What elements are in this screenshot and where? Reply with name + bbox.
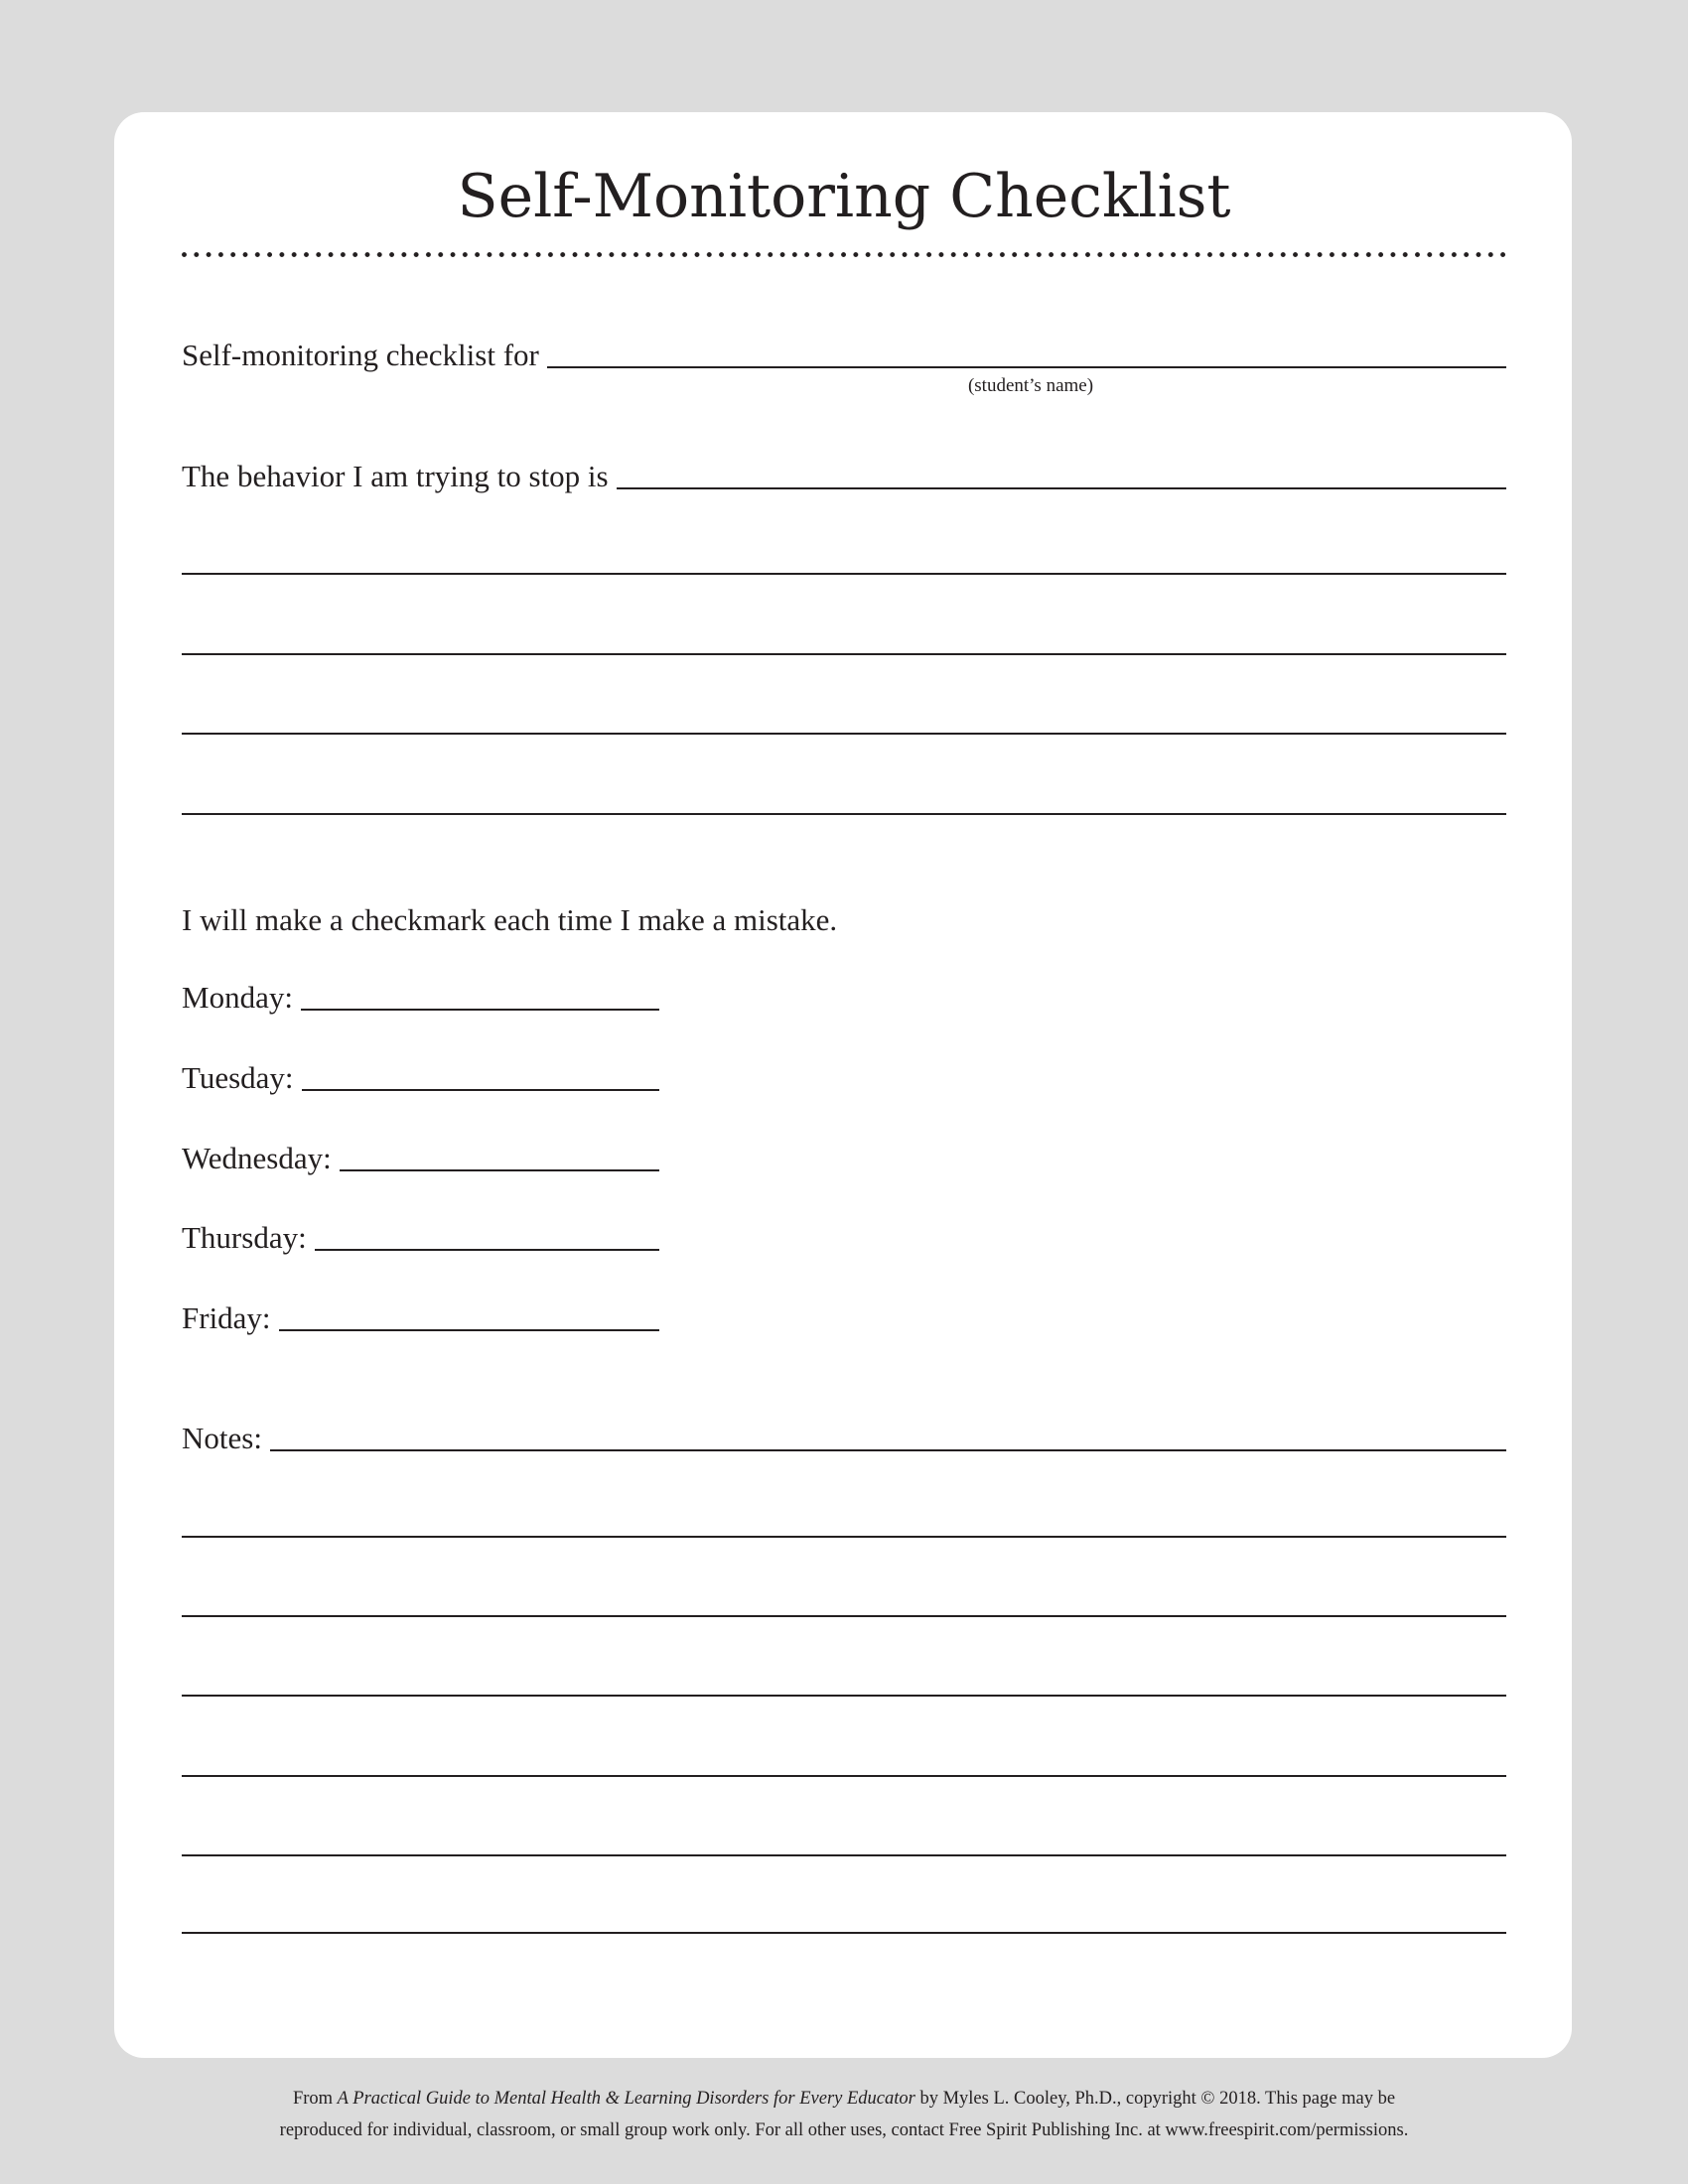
notes-line-4[interactable] (182, 1695, 1506, 1697)
behavior-label: The behavior I am trying to stop is (182, 459, 609, 493)
footer-suffix: by Myles L. Cooley, Ph.D., copyright © 2018. This page may be (914, 2089, 1396, 2109)
behavior-line-3[interactable] (182, 653, 1506, 655)
day-row-monday (182, 978, 659, 1020)
notes-row (182, 1419, 1506, 1460)
behavior-line-5[interactable] (182, 813, 1506, 815)
footer-line-1 (0, 2083, 1688, 2115)
day-row-thursday (182, 1218, 659, 1260)
day-row-friday (182, 1298, 659, 1340)
day-label-friday: Friday: (182, 1300, 271, 1335)
dotted-divider (182, 252, 1508, 257)
behavior-line-4[interactable] (182, 733, 1506, 735)
student-name-field[interactable] (547, 366, 1506, 368)
day-row-tuesday (182, 1058, 659, 1100)
footer-prefix: From (292, 2089, 338, 2109)
checkmark-instruction: I will make a checkmark each time I make a mistake. (182, 902, 838, 937)
day-row-wednesday (182, 1139, 659, 1180)
notes-field[interactable] (270, 1449, 1506, 1451)
day-field-tuesday[interactable] (302, 1089, 659, 1091)
notes-label: Notes: (182, 1421, 262, 1455)
student-name-row (182, 336, 1506, 377)
notes-line-3[interactable] (182, 1615, 1506, 1617)
notes-line-6[interactable] (182, 1854, 1506, 1856)
day-label-thursday: Thursday: (182, 1220, 307, 1255)
page-title: Self-Monitoring Checklist (457, 162, 1231, 231)
day-label-monday: Monday: (182, 980, 293, 1015)
day-field-friday[interactable] (279, 1329, 659, 1331)
day-field-thursday[interactable] (315, 1249, 659, 1251)
student-name-caption: (student’s name) (967, 375, 1094, 396)
day-field-wednesday[interactable] (340, 1169, 659, 1171)
notes-line-2[interactable] (182, 1536, 1506, 1538)
copyright-footer (0, 2083, 1688, 2146)
day-label-tuesday: Tuesday: (182, 1060, 294, 1095)
day-field-monday[interactable] (301, 1009, 659, 1011)
notes-line-5[interactable] (182, 1775, 1506, 1777)
student-name-label: Self-monitoring checklist for (182, 338, 539, 372)
footer-line-2: reproduced for individual, classroom, or small group work only. For all other uses, contact Free Spirit Publishing Inc. at www.freespirit.com/permissions. (279, 2120, 1409, 2140)
behavior-line-2[interactable] (182, 573, 1506, 575)
notes-line-7[interactable] (182, 1932, 1506, 1934)
footer-book-title: A Practical Guide to Mental Health & Learning Disorders for Every Educator (337, 2089, 915, 2109)
behavior-field[interactable] (617, 487, 1506, 489)
day-label-wednesday: Wednesday: (182, 1141, 332, 1175)
behavior-row (182, 457, 1506, 498)
